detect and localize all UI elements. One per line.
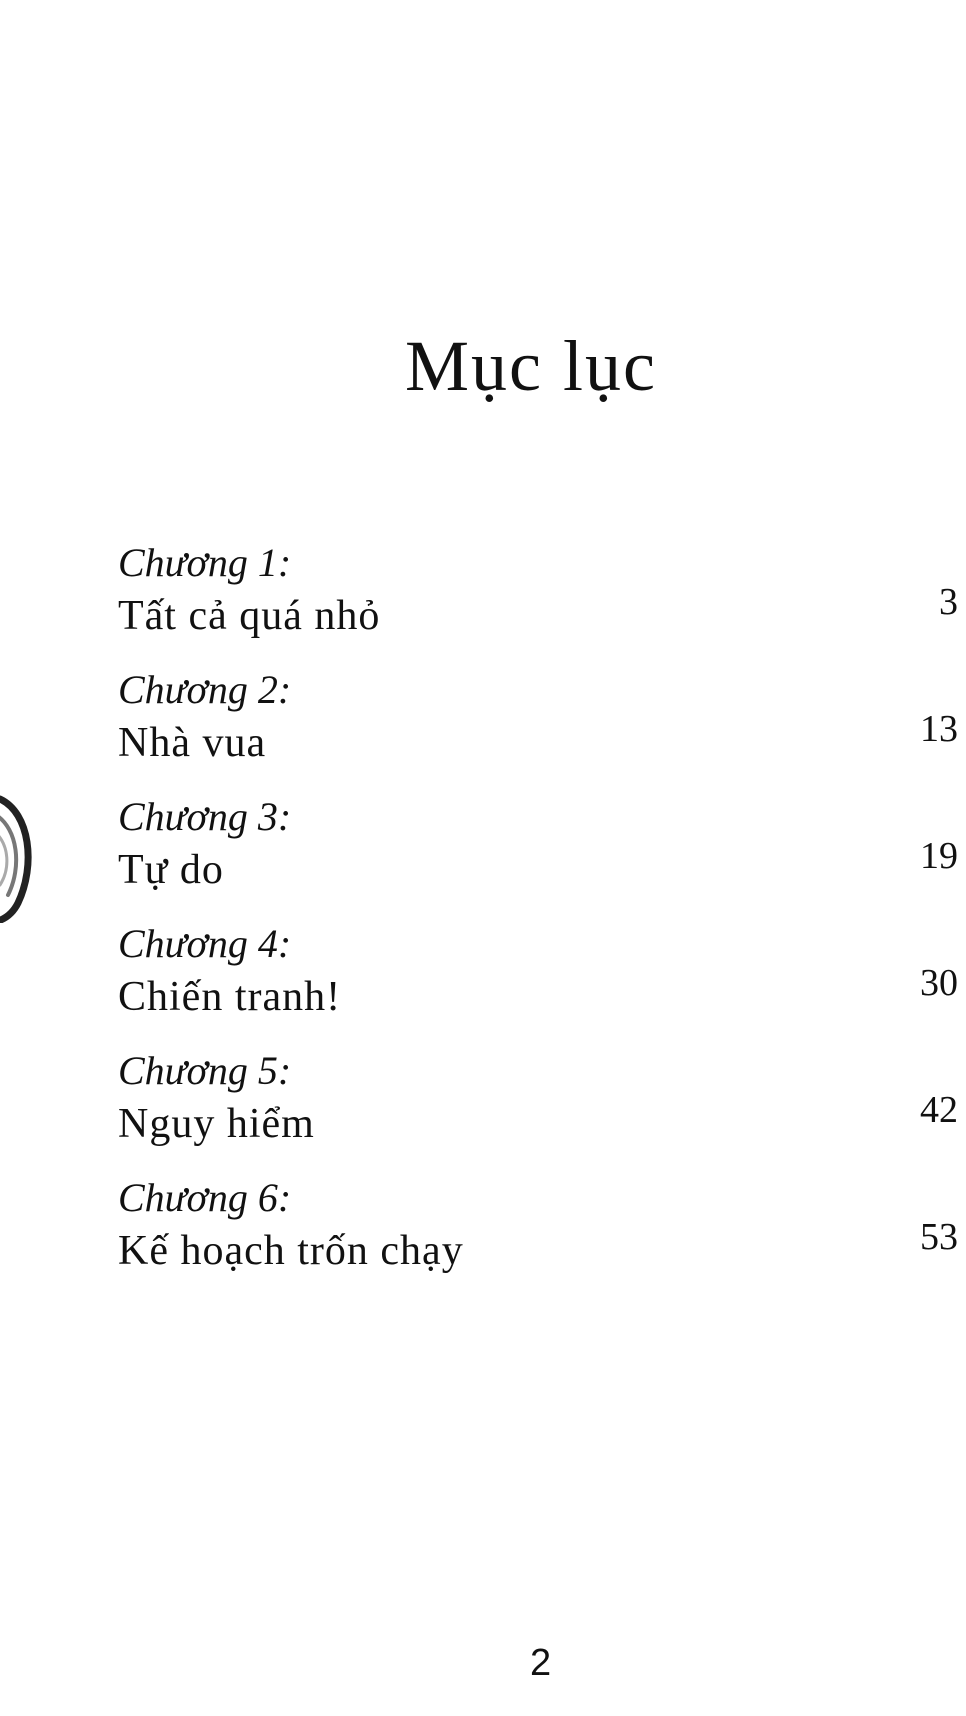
chapter-page-number: 30 bbox=[920, 962, 958, 1004]
chapter-label: Chương 2: bbox=[118, 667, 292, 712]
chapter-page-number: 13 bbox=[920, 708, 958, 750]
ink-swirl-icon bbox=[0, 795, 34, 923]
toc-entry-2 bbox=[118, 667, 958, 790]
toc-entry-1 bbox=[118, 540, 958, 663]
chapter-page-number: 53 bbox=[920, 1216, 958, 1258]
chapter-label: Chương 5: bbox=[118, 1048, 292, 1093]
toc-entry-3 bbox=[118, 794, 958, 917]
chapter-title: Nguy hiểm bbox=[118, 1101, 315, 1147]
chapter-title: Kế hoạch trốn chạy bbox=[118, 1228, 464, 1274]
toc-entry-4 bbox=[118, 921, 958, 1044]
page-number: 2 bbox=[530, 1642, 552, 1684]
toc-entry-6 bbox=[118, 1175, 958, 1298]
chapter-page-number: 19 bbox=[920, 835, 958, 877]
chapter-label: Chương 1: bbox=[118, 540, 292, 585]
chapter-title: Nhà vua bbox=[118, 720, 267, 766]
chapter-title: Tất cả quá nhỏ bbox=[118, 593, 381, 639]
chapter-label: Chương 6: bbox=[118, 1175, 292, 1220]
chapter-page-number: 3 bbox=[939, 581, 958, 623]
chapter-label: Chương 4: bbox=[118, 921, 292, 966]
chapter-title: Chiến tranh! bbox=[118, 974, 342, 1020]
toc-title: Mục lục bbox=[405, 326, 657, 406]
toc-entry-5 bbox=[118, 1048, 958, 1171]
chapter-title: Tự do bbox=[118, 847, 224, 893]
chapter-label: Chương 3: bbox=[118, 794, 292, 839]
chapter-page-number: 42 bbox=[920, 1089, 958, 1131]
